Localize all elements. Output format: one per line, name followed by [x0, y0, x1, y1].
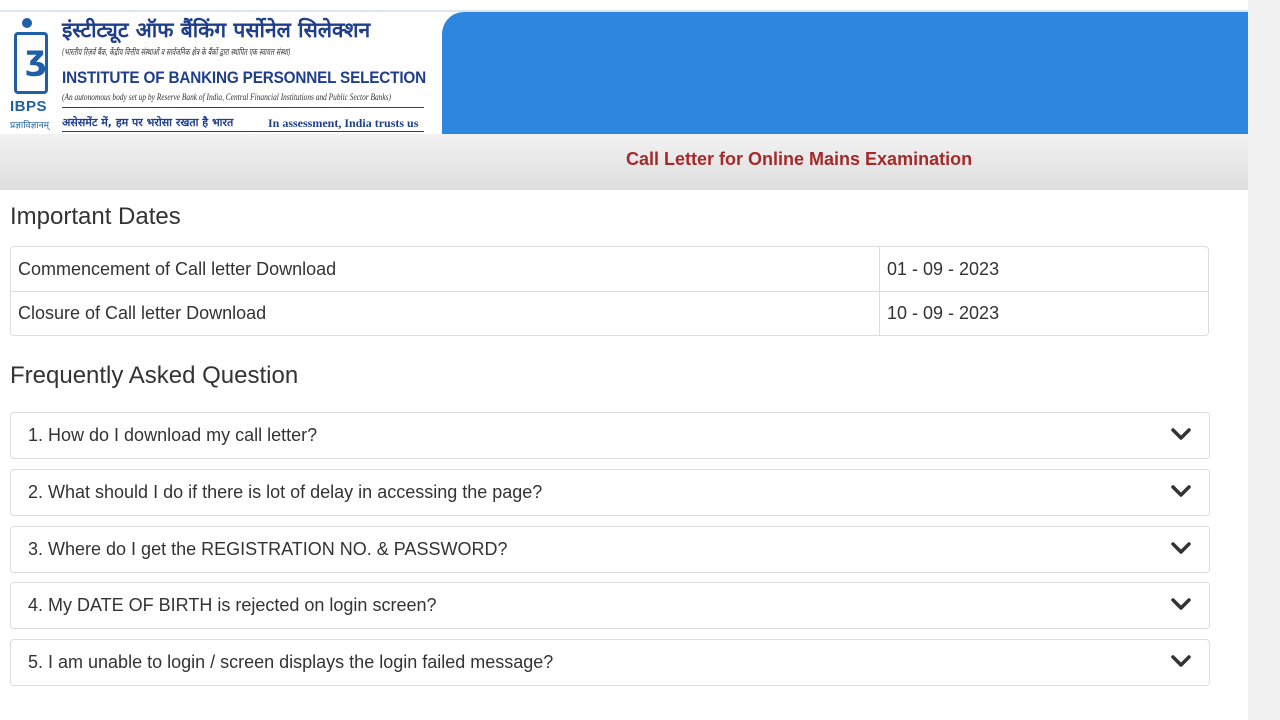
- header-banner: [442, 12, 1248, 134]
- date-value: 10 - 09 - 2023: [880, 291, 1208, 335]
- important-dates-table: [10, 246, 1209, 336]
- important-dates-heading: Important Dates: [10, 203, 181, 230]
- emblem-sub-label: प्रज्ञाविज्ञानम्: [10, 120, 50, 130]
- faq-item-4[interactable]: [10, 582, 1210, 629]
- date-label: Closure of Call letter Download: [11, 291, 880, 335]
- hindi-title: इंस्टीट्यूट ऑफ बैंकिंग पर्सोनेल सिलेक्शन: [62, 18, 371, 42]
- english-subtitle: (An autonomous body set up by Reserve Bank of India, Central Financial Institutions and Public Sector Banks): [62, 92, 391, 102]
- faq-heading: Frequently Asked Question: [10, 362, 299, 389]
- faq-question: 2. What should I do if there is lot of delay in accessing the page?: [28, 482, 543, 502]
- top-border: [0, 0, 1248, 12]
- chevron-down-icon[interactable]: [1171, 484, 1191, 498]
- faq-question: 5. I am unable to login / screen displays the login failed message?: [28, 652, 554, 672]
- scrollbar-track[interactable]: [1248, 0, 1280, 720]
- faq-item-3[interactable]: [10, 526, 1210, 573]
- chevron-down-icon[interactable]: [1171, 427, 1191, 441]
- table-row: [11, 247, 1208, 291]
- chevron-down-icon[interactable]: [1171, 597, 1191, 611]
- hindi-subtitle: (भारतीय रिज़र्व बैंक, केंद्रीय वित्तीय संस्थाओं व सार्वजनिक क्षेत्र के बैंकों द्वारा स्थापित एक स्वायत्त संस्था): [62, 48, 291, 58]
- date-label: Commencement of Call letter Download: [11, 247, 880, 291]
- tagline-hindi: असेसमेंट में, हम पर भरोसा रखता है भारत: [62, 116, 234, 129]
- table-row: [11, 291, 1208, 335]
- faq-item-1[interactable]: [10, 412, 1210, 459]
- faq-question: 4. My DATE OF BIRTH is rejected on login screen?: [28, 595, 437, 615]
- logo-divider: [62, 107, 424, 108]
- logo-divider-bottom: [62, 131, 424, 132]
- date-value: 01 - 09 - 2023: [887, 258, 1000, 279]
- site-header: [0, 12, 1248, 134]
- emblem-label: IBPS: [10, 98, 48, 115]
- ibps-logo[interactable]: [0, 12, 440, 134]
- chevron-down-icon[interactable]: [1171, 654, 1191, 668]
- page-title: Call Letter for Online Mains Examination: [626, 149, 973, 169]
- faq-item-5[interactable]: [10, 639, 1210, 686]
- faq-question: 1. How do I download my call letter?: [28, 425, 318, 445]
- subheader-bar: [0, 134, 1248, 190]
- chevron-down-icon[interactable]: [1171, 541, 1191, 555]
- faq-item-2[interactable]: [10, 469, 1210, 516]
- tagline-english: In assessment, India trusts us: [268, 116, 419, 130]
- english-title: INSTITUTE OF BANKING PERSONNEL SELECTION: [62, 68, 426, 87]
- ibps-emblem-icon: ʒ IBPS प्रज्ञाविज्ञानम्: [8, 16, 52, 132]
- faq-question: 3. Where do I get the REGISTRATION NO. & PASSWORD?: [28, 539, 508, 559]
